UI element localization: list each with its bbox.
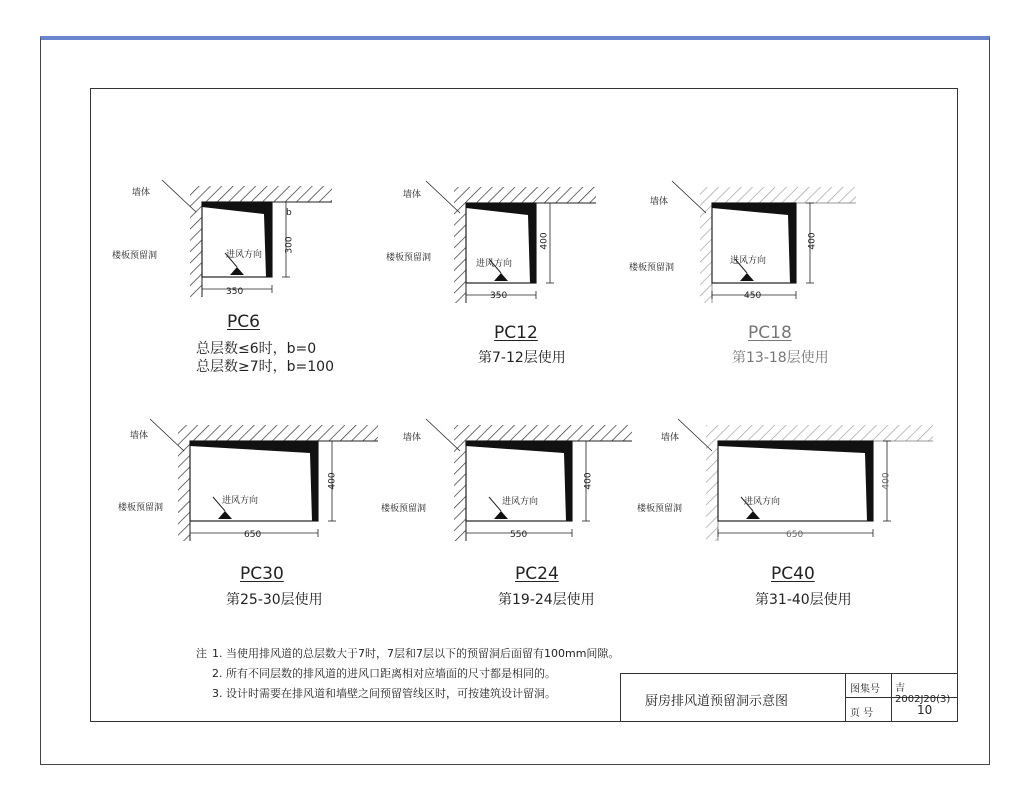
floor-opening-label: 楼板预留洞 <box>118 503 164 513</box>
dim-height: 400 <box>539 232 550 250</box>
pc6-rule-2: 总层数≥7时，b=100 <box>196 359 334 375</box>
dim-height: 400 <box>807 232 818 250</box>
air-inlet-marker <box>218 511 232 519</box>
diagram-pc30 <box>150 419 378 541</box>
air-direction-label: 进风方向 <box>502 497 539 507</box>
diagram-pc40 <box>678 419 933 541</box>
floor-opening-label: 楼板预留洞 <box>629 263 675 273</box>
wall-hatch <box>454 425 632 441</box>
floor-opening-label: 楼板预留洞 <box>637 504 683 514</box>
opening-wedge <box>712 203 796 283</box>
pc24-name: PC24 <box>515 564 559 584</box>
dim-height: 300 <box>284 236 295 254</box>
pc30-usage: 第25-30层使用 <box>226 592 323 608</box>
floor-opening-label: 楼板预留洞 <box>386 253 432 263</box>
diagram-pc18 <box>672 181 856 303</box>
wall-hatch <box>700 187 856 203</box>
opening-outline <box>712 203 796 283</box>
drawing-title: 厨房排风道预留洞示意图 <box>645 694 789 709</box>
notes-prefix: 注 <box>196 647 207 660</box>
dim-width: 650 <box>786 530 804 540</box>
dim-width: 450 <box>744 291 762 301</box>
wall-hatch <box>190 202 202 297</box>
note-3: 3. 设计时需要在排风道和墙壁之间预留管线区时，可按建筑设计留洞。 <box>212 687 556 700</box>
pc12-usage: 第7-12层使用 <box>478 350 566 366</box>
wall-hatch <box>706 441 718 541</box>
wall-hatch <box>454 441 466 541</box>
air-inlet-marker <box>740 273 754 281</box>
opening-wedge <box>466 441 572 521</box>
air-direction-label: 进风方向 <box>476 259 513 269</box>
atlas-label: 图集号 <box>850 684 880 695</box>
dim-width: 550 <box>510 530 528 540</box>
pc40-usage: 第31-40层使用 <box>755 592 852 608</box>
atlas-value: 吉2002J20(3) <box>895 683 951 705</box>
dim-height: 400 <box>583 472 594 490</box>
page-label: 页 号 <box>850 708 874 719</box>
dim-b: b <box>286 208 292 218</box>
dim-height: 400 <box>327 472 338 490</box>
wall-hatch <box>706 425 933 441</box>
wall-hatch <box>454 187 596 203</box>
wall-hatch <box>700 203 712 303</box>
wall-label: 墙体 <box>403 433 422 443</box>
wall-hatch <box>190 186 332 202</box>
wall-hatch <box>454 203 466 303</box>
diagram-pc6 <box>162 180 332 297</box>
wall-label: 墙体 <box>132 188 151 198</box>
pc18-usage: 第13-18层使用 <box>732 350 829 366</box>
pc12-name: PC12 <box>494 323 538 343</box>
wall-label: 墙体 <box>650 197 669 207</box>
opening-wedge <box>202 202 272 277</box>
floor-opening-label: 楼板预留洞 <box>381 504 427 514</box>
pc40-name: PC40 <box>771 564 815 584</box>
wall-label: 墙体 <box>661 433 680 443</box>
note-2: 2. 所有不同层数的排风道的进风口距离相对应墙面的尺寸都是相同的。 <box>212 667 556 680</box>
page-value: 10 <box>917 703 933 717</box>
air-direction-label: 进风方向 <box>222 496 259 506</box>
air-inlet-marker <box>494 273 508 281</box>
pc18-name: PC18 <box>748 323 792 343</box>
title-block <box>620 673 958 722</box>
dim-width: 650 <box>244 530 262 540</box>
pc6-name: PC6 <box>227 312 260 332</box>
dim-height: 400 <box>881 472 892 490</box>
wall-hatch <box>178 425 378 441</box>
note-1: 1. 当使用排风道的总层数大于7时，7层和7层以下的预留洞后面留有100mm间隙。 <box>212 647 620 660</box>
opening-outline <box>718 441 873 521</box>
leader-line <box>489 497 501 511</box>
diagram-pc24 <box>426 419 632 541</box>
air-inlet-marker <box>494 511 508 519</box>
air-direction-label: 进风方向 <box>744 497 781 507</box>
air-direction-label: 进风方向 <box>730 256 767 266</box>
dim-width: 350 <box>490 291 508 301</box>
opening-outline <box>466 441 572 521</box>
opening-wedge <box>718 441 873 521</box>
opening-outline <box>190 441 318 521</box>
air-direction-label: 进风方向 <box>226 250 263 260</box>
wall-label: 墙体 <box>403 190 422 200</box>
dim-width: 350 <box>226 287 244 297</box>
air-inlet-marker <box>230 267 244 275</box>
opening-outline <box>466 203 536 283</box>
wall-hatch <box>178 441 190 541</box>
diagram-pc12 <box>426 181 596 303</box>
wall-label: 墙体 <box>130 431 149 441</box>
opening-wedge <box>466 203 536 283</box>
pc30-name: PC30 <box>240 564 284 584</box>
pc6-rule-1: 总层数≤6时，b=0 <box>196 341 317 357</box>
opening-wedge <box>190 441 318 521</box>
floor-opening-label: 楼板预留洞 <box>112 251 158 261</box>
pc24-usage: 第19-24层使用 <box>498 592 595 608</box>
air-inlet-marker <box>746 511 760 519</box>
